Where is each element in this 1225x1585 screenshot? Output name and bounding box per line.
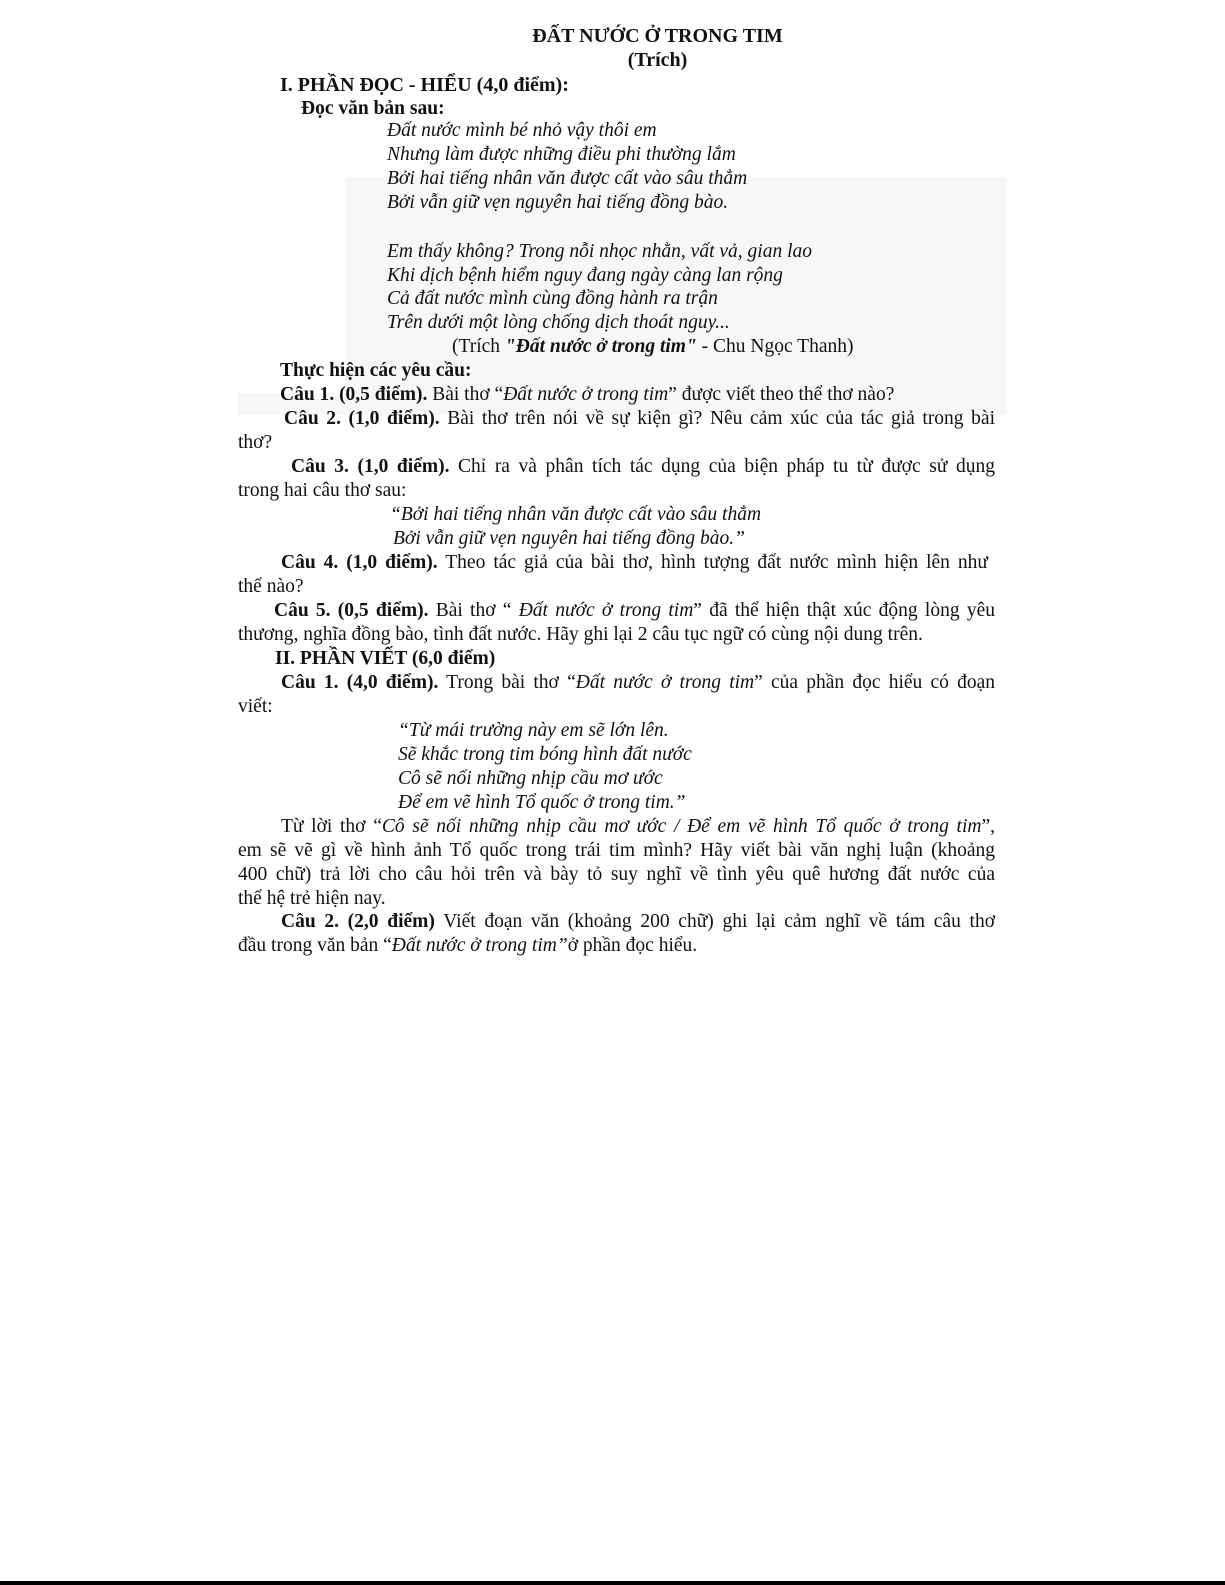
question-points: . (1,0 điểm). <box>336 408 440 429</box>
quoted-poem-line: Bởi vẫn giữ vẹn nguyên hai tiếng đồng bào.” <box>393 528 745 549</box>
quoted-poem-line: “Từ mái trường này em sẽ lớn lên. <box>398 720 669 741</box>
quoted-poem-line: Để em vẽ hình Tổ quốc ở trong tim.” <box>398 792 686 813</box>
question-text-italic: Đất nước ở trong tim <box>575 672 755 693</box>
part2-heading: II. PHẦN VIẾT (6,0 điểm) <box>275 648 496 669</box>
question-points: . (1,0 điểm). <box>344 456 450 477</box>
question-2 <box>284 407 995 431</box>
source-author: - Chu Ngọc Thanh) <box>696 336 854 357</box>
question-text: Bài thơ “ <box>428 600 519 621</box>
question-label: Câu 1 <box>280 384 330 405</box>
source-title: "Đất nước ở trong tim" <box>504 336 697 357</box>
prompt-text-italic: Cô sẽ nối những nhịp cầu mơ ước / Để em vẽ hình Tổ quốc ở trong tim <box>381 816 982 837</box>
poem-line: Nhưng làm được những điều phi thường lắm <box>387 144 736 165</box>
prompt-text: ”, <box>981 816 996 837</box>
writing-prompt-line: em sẽ vẽ gì về hình ảnh Tổ quốc trong trái tim mình? Hãy viết bài văn nghị luận (khoảng <box>238 840 995 861</box>
tasks-heading: Thực hiện các yêu cầu: <box>280 360 472 381</box>
part1-heading: I. PHẦN ĐỌC - HIỂU (4,0 điểm): <box>280 74 569 96</box>
question-text: Bài thơ trên nói về sự kiện gì? Nêu cảm xúc của tác giả trong bài <box>439 408 996 429</box>
quoted-poem-line: Cô sẽ nối những nhịp cầu mơ ước <box>398 768 663 789</box>
writing-question-2-continuation <box>238 934 697 958</box>
poem-line: Trên dưới một lòng chống dịch thoát nguy... <box>387 312 730 333</box>
question-3 <box>291 455 995 479</box>
poem-line: Bởi vẫn giữ vẹn nguyên hai tiếng đồng bào. <box>387 192 729 213</box>
question-4-continuation: thế nào? <box>238 576 304 597</box>
question-5-continuation: thương, nghĩa đồng bào, tình đất nước. Hãy ghi lại 2 câu tục ngữ có cùng nội dung trên. <box>238 624 923 645</box>
question-text: ” của phần đọc hiểu có đoạn <box>754 672 995 693</box>
writing-question-1-continuation: viết: <box>238 696 273 717</box>
writing-prompt <box>281 815 995 839</box>
question-2-continuation: thơ? <box>238 432 273 453</box>
question-label: Câu 3 <box>291 456 345 477</box>
question-3-continuation: trong hai câu thơ sau: <box>238 480 407 501</box>
question-label: Câu 2. (2,0 điểm) <box>281 911 435 932</box>
writing-question-2 <box>281 910 995 934</box>
quoted-poem-line: Sẽ khắc trong tim bóng hình đất nước <box>398 744 692 765</box>
question-text: Chỉ ra và phân tích tác dụng của biện pháp tu từ được sử dụng <box>449 456 995 477</box>
poem-line: Bởi hai tiếng nhân văn được cất vào sâu thẳm <box>387 168 748 189</box>
quoted-poem-line: “Bởi hai tiếng nhân văn được cất vào sâu thẳm <box>390 504 762 525</box>
question-text: ” đã thể hiện thật xúc động lòng yêu <box>693 600 995 621</box>
question-label: Câu 5. (0,5 điểm). <box>274 600 429 621</box>
question-label: Câu 2 <box>284 408 337 429</box>
question-text: Viết đoạn văn (khoảng 200 chữ) ghi lại cảm nghĩ về tám câu thơ <box>434 911 996 932</box>
question-text-italic: Đất nước ở trong tim <box>518 600 694 621</box>
bottom-border <box>0 1581 1225 1585</box>
part1-instruction: Đọc văn bản sau: <box>301 98 445 119</box>
question-text-italic: Đất nước ở trong tim <box>503 384 669 405</box>
poem-source <box>452 335 854 359</box>
writing-prompt-line: thế hệ trẻ hiện nay. <box>238 888 386 909</box>
question-text: đầu trong văn bản “ <box>238 935 392 956</box>
question-text-italic: Đất nước ở trong tim” <box>391 935 568 956</box>
question-1 <box>280 383 894 407</box>
poem-line: Cả đất nước mình cùng đồng hành ra trận <box>387 288 718 309</box>
question-5 <box>274 599 995 623</box>
question-text: Bài thơ “ <box>427 384 504 405</box>
poem-line: Em thấy không? Trong nỗi nhọc nhằn, vất vả, gian lao <box>387 241 812 262</box>
writing-question-1 <box>281 671 995 695</box>
prompt-text: Từ lời thơ “ <box>281 816 382 837</box>
poem-line: Đất nước mình bé nhỏ vậy thôi em <box>387 120 657 141</box>
document-subtitle: (Trích) <box>627 49 688 71</box>
writing-prompt-line: 400 chữ) trả lời cho câu hỏi trên và bày tỏ suy nghĩ về tình yêu quê hương đất nước của <box>238 864 995 885</box>
question-text: ” được viết theo thể thơ nào? <box>668 384 895 405</box>
question-text: Theo tác giả của bài thơ, hình tượng đất nước mình hiện lên như <box>437 552 988 573</box>
poem-line: Khi dịch bệnh hiểm nguy đang ngày càng lan rộng <box>387 265 783 286</box>
question-points: . (0,5 điểm). <box>329 384 428 405</box>
question-text: ở phần đọc hiểu. <box>567 935 698 956</box>
question-label: Câu 4. (1,0 điểm). <box>281 552 438 573</box>
question-text: Trong bài thơ “ <box>438 672 576 693</box>
question-label: Câu 1. (4,0 điểm). <box>281 672 439 693</box>
question-4 <box>281 551 988 575</box>
document-title: ĐẤT NƯỚC Ở TRONG TIM <box>532 25 783 47</box>
source-prefix: (Trích <box>452 336 505 357</box>
